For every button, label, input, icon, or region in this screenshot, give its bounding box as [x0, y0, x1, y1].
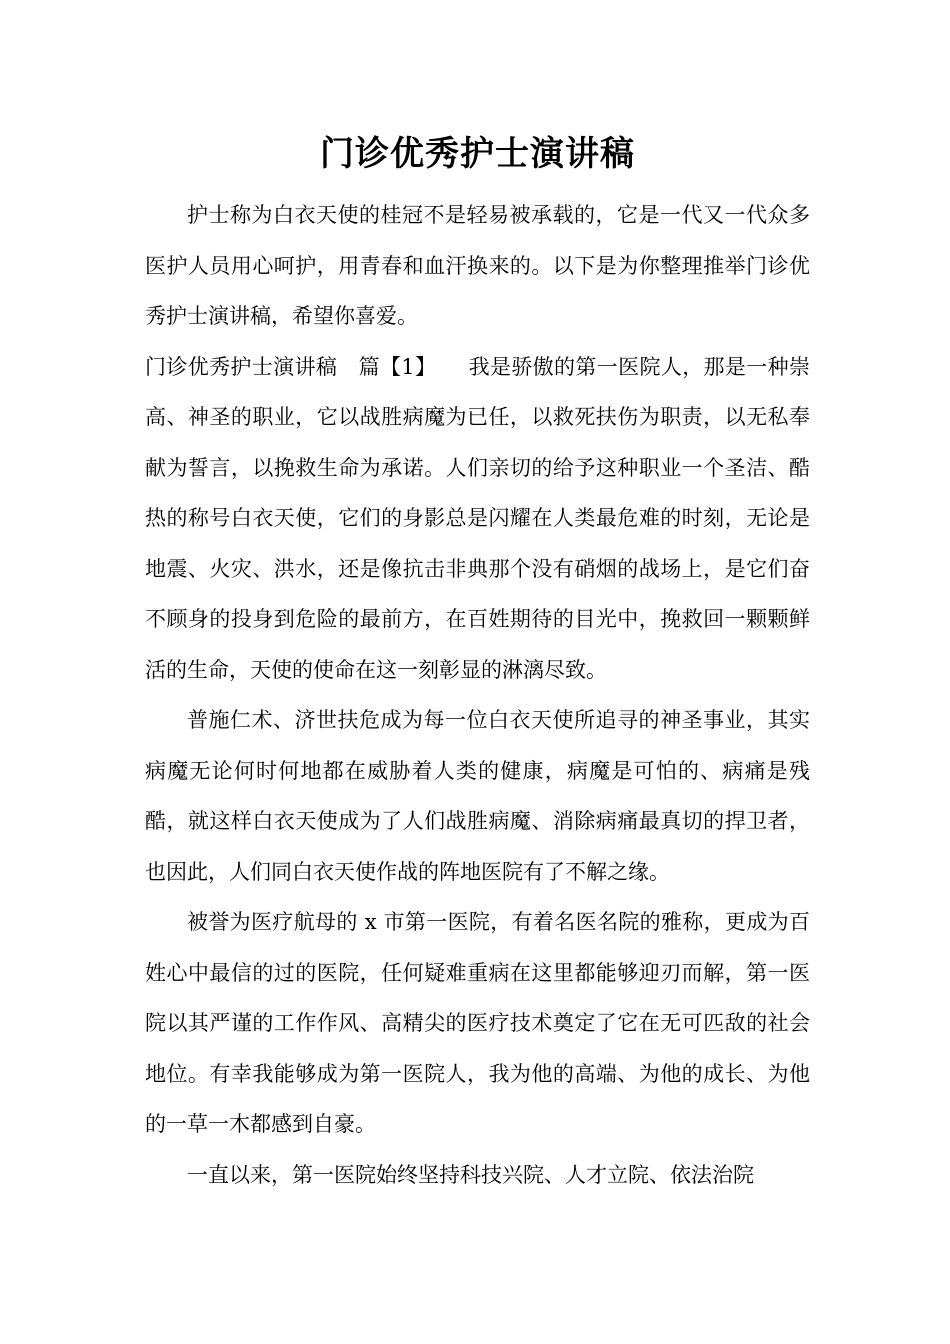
document-title: 门诊优秀护士演讲稿 [320, 134, 635, 174]
body-paragraph-2: 被誉为医疗航母的 x 市第一医院，有着名医名院的雅称，更成为百姓心中最信的过的医院，任何疑难重病在这里都能够迎刃而解，第一医院以其严谨的工作作风、高精尖的医疗技术奠定了它在无可匹敌的社会地位。有幸我能够成为第一医院人，我为他的高端、为他的成长、为他的一草一木都感到自豪。 [145, 910, 810, 1136]
section-1-body: 我是骄傲的第一医院人，那是一种崇高、神圣的职业，它以战胜病魔为已任，以救死扶伤为职责，以无私奉献为誓言，以挽救生命为承诺。人们亲切的给予这种职业一个圣洁、酷热的称号白衣天使，它们的身影总是闪耀在人类最危难的时刻，无论是地震、火灾、洪水，还是像抗击非典那个没有硝烟的战场上，是它们奋不顾身的投身到危险的最前方，在百姓期待的目光中，挽救回一颗颗鲜活的生命，天使的使命在这一刻彰显的淋漓尽致。 [145, 354, 810, 682]
intro-paragraph: 护士称为白衣天使的桂冠不是轻易被承载的，它是一代又一代众多医护人员用心呵护，用青春和血汗换来的。以下是为你整理推举门诊优秀护士演讲稿，希望你喜爱。 [145, 203, 810, 328]
body-paragraph-1: 普施仁术、济世扶危成为每一位白衣天使所追寻的神圣事业，其实病魔无论何时何地都在威胁着人类的健康，病魔是可怕的、病痛是残酷，就这样白衣天使成为了人们战胜病魔、消除病痛最真切的捍卫者，也因此，人们同白衣天使作战的阵地医院有了不解之缘。 [145, 708, 810, 884]
body-paragraph-3: 一直以来，第一医院始终坚持科技兴院、人才立院、依法治院 [187, 1162, 754, 1187]
section-heading: 门诊优秀护士演讲稿 篇【1】 [145, 354, 469, 379]
section-1-paragraph [145, 342, 810, 696]
